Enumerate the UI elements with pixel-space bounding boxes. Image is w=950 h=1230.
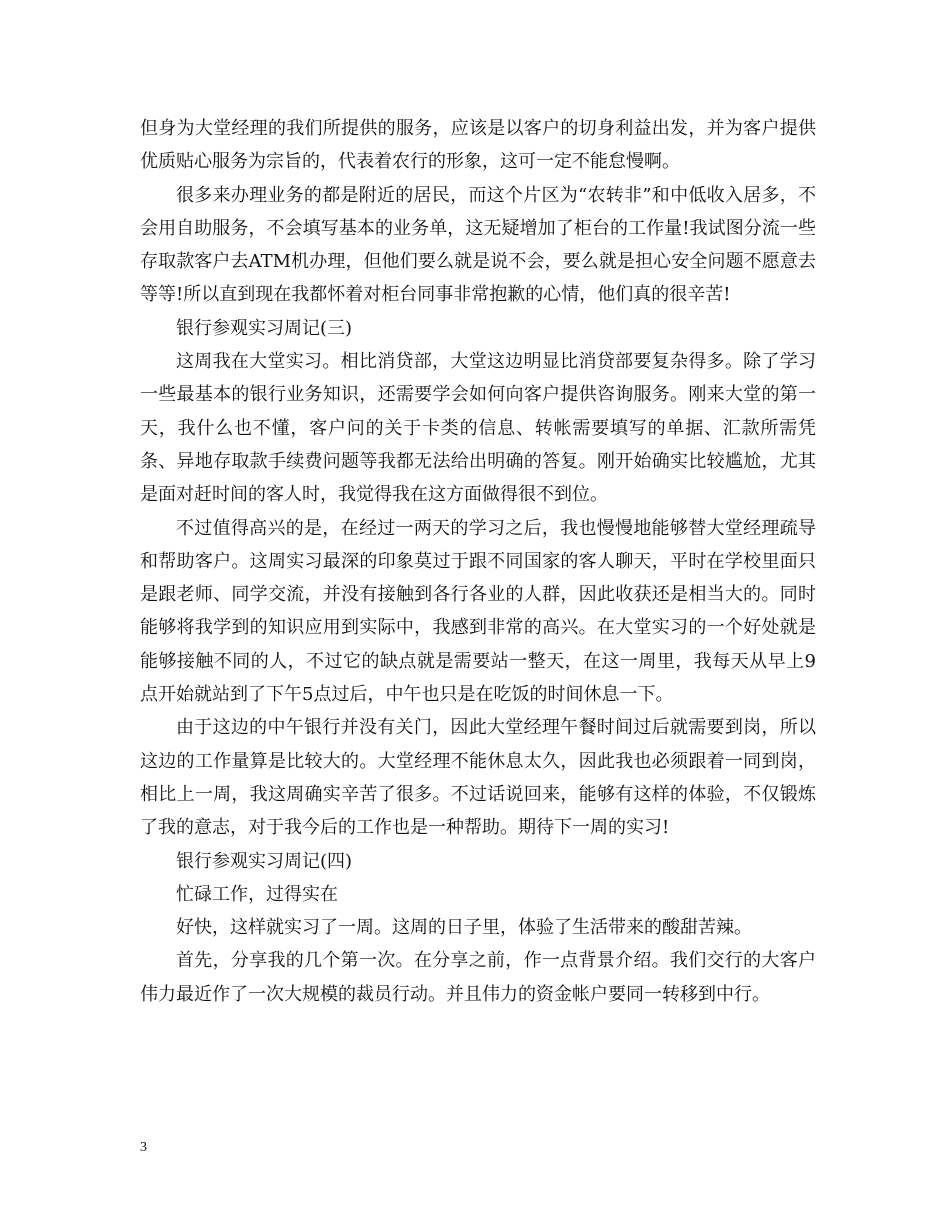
section-heading: 银行参观实习周记(四)	[176, 850, 353, 872]
paragraph: 这周我在大堂实习。相比消贷部，大堂这边明显比消贷部要复杂得多。除了学习一些最基本的银行业务知识，还需要学会如何向客户提供咨询服务。刚来大堂的第一天，我什么也不懂，客户问的关于卡类的信息、转帐需要填写的单据、汇款所需凭条、异地存取款手续费问题等我都无法给出明确的答复。刚开始确实比较尴尬，尤其是面对赶时间的客人时，我觉得我在这方面做得很不到位。	[140, 351, 816, 506]
document-body	[140, 112, 816, 1011]
paragraph: 好快，这样就实习了一周。这周的日子里，体验了生活带来的酸甜苦辣。	[176, 917, 752, 939]
paragraph: 不过值得高兴的是，在经过一两天的学习之后，我也慢慢地能够替大堂经理疏导和帮助客户。这周实习最深的印象莫过于跟不同国家的客人聊天，平时在学校里面只是跟老师、同学交流，并没有接触到各行各业的人群，因此收获还是相当大的。同时能够将我学到的知识应用到实际中，我感到非常的高兴。在大堂实习的一个好处就是能够接触不同的人，不过它的缺点就是需要站一整天，在这一周里，我每天从早上9点开始就站到了下午5点过后，中午也只是在吃饭的时间休息一下。	[140, 517, 816, 706]
section-heading: 银行参观实习周记(三)	[176, 317, 353, 339]
subheading: 忙碌工作，过得实在	[176, 883, 338, 905]
page-number: 3	[140, 1140, 147, 1155]
paragraph: 很多来办理业务的都是附近的居民，而这个片区为“农转非”和中低收入居多，不会用自助服务，不会填写基本的业务单，这无疑增加了柜台的工作量!我试图分流一些存取款客户去ATM机办理，但他们要么就是说不会，要么就是担心安全问题不愿意去等等!所以直到现在我都怀着对柜台同事非常抱歉的心情，他们真的很辛苦!	[140, 184, 816, 306]
paragraph: 由于这边的中午银行并没有关门，因此大堂经理午餐时间过后就需要到岗，所以这边的工作量算是比较大的。大堂经理不能休息太久，因此我也必须跟着一同到岗，相比上一周，我这周确实辛苦了很多。不过话说回来，能够有这样的体验，不仅锻炼了我的意志，对于我今后的工作也是一种帮助。期待下一周的实习!	[140, 717, 816, 839]
paragraph: 但身为大堂经理的我们所提供的服务，应该是以客户的切身利益出发，并为客户提供优质贴心服务为宗旨的，代表着农行的形象，这可一定不能怠慢啊。	[140, 118, 816, 173]
paragraph: 首先，分享我的几个第一次。在分享之前，作一点背景介绍。我们交行的大客户伟力最近作了一次大规模的裁员行动。并且伟力的资金帐户要同一转移到中行。	[140, 950, 816, 1005]
